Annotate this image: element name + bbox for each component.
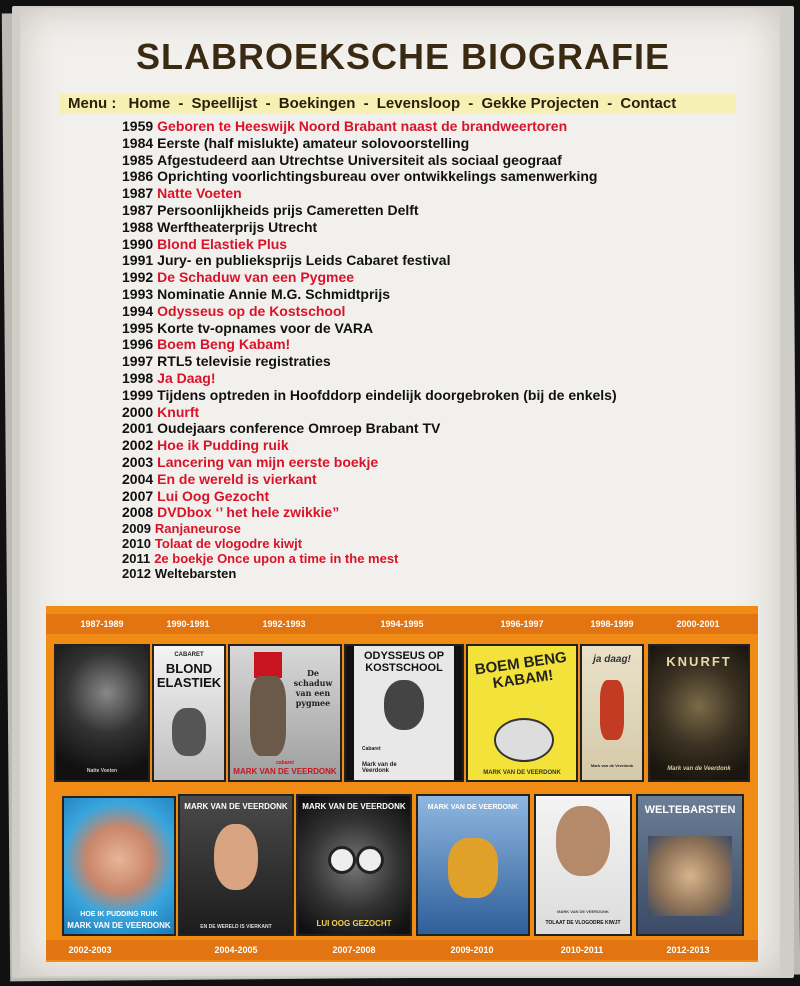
- bio-text: Persoonlijkheids prijs Cameretten Delft: [157, 201, 419, 218]
- bio-text: Nominatie Annie M.G. Schmidtprijs: [157, 285, 390, 302]
- poster-title: BLOND ELASTIEK: [156, 661, 222, 690]
- poster-title: HOE IK PUDDING RUIK: [80, 911, 158, 918]
- menu-separator: -: [607, 95, 613, 112]
- bio-link[interactable]: Blond Elastiek Plus: [157, 235, 288, 252]
- bio-text: Oudejaars conference Omroep Brabant TV: [157, 420, 441, 437]
- bio-link[interactable]: Tolaat de vlogodre kiwjt: [154, 536, 303, 552]
- menu-separator: -: [178, 95, 184, 112]
- poster-subtitle: CABARET: [174, 652, 204, 658]
- crowd-image: [648, 836, 732, 916]
- period-label: 1990-1991: [166, 619, 210, 629]
- bio-year: 1991: [122, 252, 154, 269]
- bio-entry: [122, 286, 617, 303]
- poster-artist: Mark van de Veerdonk: [362, 762, 397, 774]
- period-label: 1996-1997: [500, 619, 544, 629]
- bio-year: 1988: [122, 218, 154, 235]
- bio-text: Afgestudeerd aan Utrechtse Universiteit als sociaal geograaf: [157, 151, 562, 168]
- period-label: 1992-1993: [262, 619, 306, 629]
- bio-text: Weltebarsten: [154, 566, 237, 582]
- bio-year: 1994: [122, 302, 154, 319]
- bio-entry: [122, 219, 617, 236]
- bio-text: Werftheaterprijs Utrecht: [157, 218, 318, 235]
- poster-artist: Mark van de Veerdonk: [590, 763, 634, 768]
- bio-entry: [122, 404, 617, 421]
- poster-title: MARK VAN DE VEERDONK: [427, 804, 519, 811]
- bio-entry: [122, 454, 617, 471]
- bio-year: 1990: [122, 235, 154, 252]
- poster-ranjaneurose[interactable]: [416, 794, 530, 936]
- bio-link[interactable]: Geboren te Heeswijk Noord Brabant naast de brandweertoren: [157, 118, 568, 134]
- poster-subtitle: EN DE WERELD IS VIERKANT: [200, 924, 272, 930]
- poster-title: ODYSSEUS OP KOSTSCHOOL: [363, 650, 445, 674]
- poster-hoe-ik-pudding-ruik[interactable]: [62, 796, 176, 936]
- bio-text: RTL5 televisie registraties: [157, 353, 331, 370]
- bio-entry: [122, 185, 617, 202]
- page-title: SLABROEKSCHE BIOGRAFIE: [135, 36, 671, 77]
- bio-link[interactable]: Boem Beng Kabam!: [157, 336, 291, 353]
- bio-year: 1999: [122, 386, 154, 403]
- menu-label: Menu :: [68, 95, 117, 112]
- poster-title: WELTEBARSTEN: [644, 804, 736, 816]
- bio-year: 2011: [122, 551, 151, 567]
- bio-entry: [122, 152, 617, 169]
- poster-en-de-wereld-is-vierkant[interactable]: [178, 794, 294, 936]
- poster-ja-daag[interactable]: [580, 644, 644, 782]
- bio-entry: [122, 236, 617, 253]
- menu-item-speellijst[interactable]: Speellijst: [191, 95, 258, 112]
- poster-subtitle: cabaret: [276, 760, 294, 766]
- poster-artist: MARK VAN DE VEERDONK: [233, 767, 337, 776]
- period-label: 1998-1999: [590, 619, 634, 629]
- poster-title: KNURFT: [666, 654, 732, 669]
- poster-title: ja daag!: [593, 654, 631, 665]
- poster-title: BOEM BENG KABAM!: [473, 648, 568, 693]
- poster-artist: MARK VAN DE VEERDONK: [67, 921, 171, 930]
- face-image: [384, 680, 424, 730]
- bio-text: Eerste (half mislukte) amateur solovoorstelling: [157, 134, 470, 151]
- poster-title: Natte Voeten: [86, 768, 118, 774]
- poster-natte-voeten[interactable]: [54, 644, 150, 782]
- bio-entry: [122, 471, 617, 488]
- binocular-left-image: [328, 846, 356, 874]
- bio-link[interactable]: DVDbox ‘’ het hele zwikkie”: [157, 504, 340, 521]
- poster-knurft[interactable]: [648, 644, 750, 782]
- menu-item-contact[interactable]: Contact: [620, 95, 677, 112]
- face-image: [214, 824, 258, 890]
- face-image: [172, 708, 206, 756]
- bio-year: 1996: [122, 336, 154, 353]
- menu-separator: -: [265, 95, 271, 112]
- face-image: [556, 806, 610, 876]
- period-label: 1987-1989: [80, 619, 124, 629]
- bio-text: Korte tv-opnames voor de VARA: [157, 319, 374, 336]
- bio-link[interactable]: En de wereld is vierkant: [157, 470, 317, 487]
- binocular-right-image: [356, 846, 384, 874]
- period-label: 2012-2013: [666, 945, 710, 955]
- figure-image: [600, 680, 624, 740]
- bio-year: 1959: [122, 118, 154, 134]
- bio-entry: [122, 551, 617, 566]
- poster-weltebarsten[interactable]: [636, 794, 744, 936]
- period-label: 2000-2001: [676, 619, 720, 629]
- bio-entry: [122, 353, 617, 370]
- bio-year: 2008: [122, 504, 154, 521]
- menu-separator: -: [363, 95, 369, 112]
- bio-link[interactable]: Hoe ik Pudding ruik: [157, 437, 289, 454]
- drum-image: [494, 718, 554, 762]
- bucket-image: [254, 652, 282, 678]
- bio-entry: [122, 336, 617, 353]
- bio-link[interactable]: Ja Daag!: [157, 369, 216, 386]
- bio-link[interactable]: Lancering van mijn eerste boekje: [157, 453, 379, 470]
- poster-artist: MARK VAN DE VEERDONK: [483, 770, 561, 776]
- bio-entry: [122, 370, 617, 387]
- period-label: 2010-2011: [560, 945, 604, 955]
- poster-title: TOLAAT DE VLOGODRE KIWJT: [545, 920, 621, 926]
- poster-schaduw-pygmee[interactable]: [228, 644, 342, 782]
- bio-link[interactable]: Knurft: [157, 403, 200, 420]
- bio-year: 1993: [122, 285, 154, 302]
- bio-link[interactable]: Lui Oog Gezocht: [157, 487, 270, 504]
- bio-entry: [122, 488, 617, 505]
- bio-entry: [122, 536, 617, 551]
- poster-lui-oog-gezocht[interactable]: [296, 794, 412, 936]
- bio-entry: [122, 387, 617, 404]
- bio-year: 1984: [122, 134, 154, 151]
- menu-item-gekke-projecten[interactable]: Gekke Projecten: [481, 95, 600, 112]
- poster-boem-beng-kabam[interactable]: [466, 644, 578, 782]
- bio-link[interactable]: Ranjaneurose: [154, 521, 241, 537]
- bio-year: 1985: [122, 151, 154, 168]
- bio-link[interactable]: Odysseus op de Kostschool: [157, 302, 346, 319]
- bio-entry: [122, 168, 617, 185]
- bio-entry: [122, 320, 617, 337]
- bio-year: 2010: [122, 536, 151, 552]
- bio-year: 1986: [122, 168, 154, 185]
- bio-entry: [122, 118, 617, 135]
- bio-year: 2009: [122, 521, 151, 537]
- poster-tolaat-de-vlogodre-kiwjt[interactable]: [534, 794, 632, 936]
- bio-entry: [122, 420, 617, 437]
- bio-entry: [122, 252, 617, 269]
- figure-image: [250, 676, 286, 756]
- bio-year: 2002: [122, 437, 154, 454]
- period-label: 2007-2008: [332, 945, 376, 955]
- child-image: [448, 838, 498, 898]
- bio-year: 1995: [122, 319, 154, 336]
- bio-year: 2000: [122, 403, 154, 420]
- bio-year: 2007: [122, 487, 154, 504]
- menu-separator: -: [468, 95, 474, 112]
- poster-subtitle: Cabaret: [362, 746, 381, 752]
- period-label: 1994-1995: [380, 619, 424, 629]
- menu-item-levensloop[interactable]: Levensloop: [376, 95, 461, 112]
- bio-link[interactable]: 2e boekje Once upon a time in the mest: [154, 551, 399, 567]
- bio-year: 2003: [122, 453, 154, 470]
- bio-link[interactable]: De Schaduw van een Pygmee: [157, 269, 355, 286]
- bio-entry: [122, 437, 617, 454]
- menu-item-boekingen[interactable]: Boekingen: [278, 95, 356, 112]
- poster-blond-elastiek[interactable]: [152, 644, 226, 782]
- bio-entry: [122, 504, 617, 521]
- poster-artist: Mark van de Veerdonk: [667, 766, 731, 772]
- bio-year: 1997: [122, 353, 154, 370]
- bio-year: 2004: [122, 470, 154, 487]
- menu-item-home[interactable]: Home: [128, 95, 171, 112]
- bio-text: Jury- en publieksprijs Leids Cabaret festival: [157, 252, 451, 269]
- biography-list: [122, 118, 617, 581]
- poster-title: De schaduw van een pygmee: [293, 668, 333, 708]
- bio-entry: [122, 135, 617, 152]
- poster-artist: MARK VAN DE VEERDONK: [557, 909, 609, 914]
- period-label: 2004-2005: [214, 945, 258, 955]
- bio-entry: [122, 521, 617, 536]
- bio-year: 1998: [122, 369, 154, 386]
- bio-entry: [122, 269, 617, 286]
- poster-title: MARK VAN DE VEERDONK: [184, 802, 288, 811]
- poster-title: MARK VAN DE VEERDONK: [302, 802, 406, 811]
- bio-year: 1987: [122, 185, 154, 202]
- poster-subtitle: LUI OOG GEZOCHT: [316, 919, 392, 928]
- bio-text: Oprichting voorlichtingsbureau over ontwikkelings samenwerking: [157, 168, 598, 185]
- bio-year: 2001: [122, 420, 154, 437]
- bio-year: 1987: [122, 201, 154, 218]
- poster-odysseus[interactable]: [344, 644, 464, 782]
- period-label: 2009-2010: [450, 945, 494, 955]
- bio-text: Tijdens optreden in Hoofddorp eindelijk doorgebroken (bij de enkels): [157, 386, 617, 403]
- bio-entry: [122, 566, 617, 581]
- period-label: 2002-2003: [68, 945, 112, 955]
- bio-link[interactable]: Natte Voeten: [157, 185, 242, 202]
- bio-year: 2012: [122, 566, 151, 582]
- main-menu: [60, 94, 736, 114]
- bio-year: 1992: [122, 269, 154, 286]
- bio-entry: [122, 303, 617, 320]
- poster-gallery: [46, 606, 758, 962]
- bio-entry: [122, 202, 617, 219]
